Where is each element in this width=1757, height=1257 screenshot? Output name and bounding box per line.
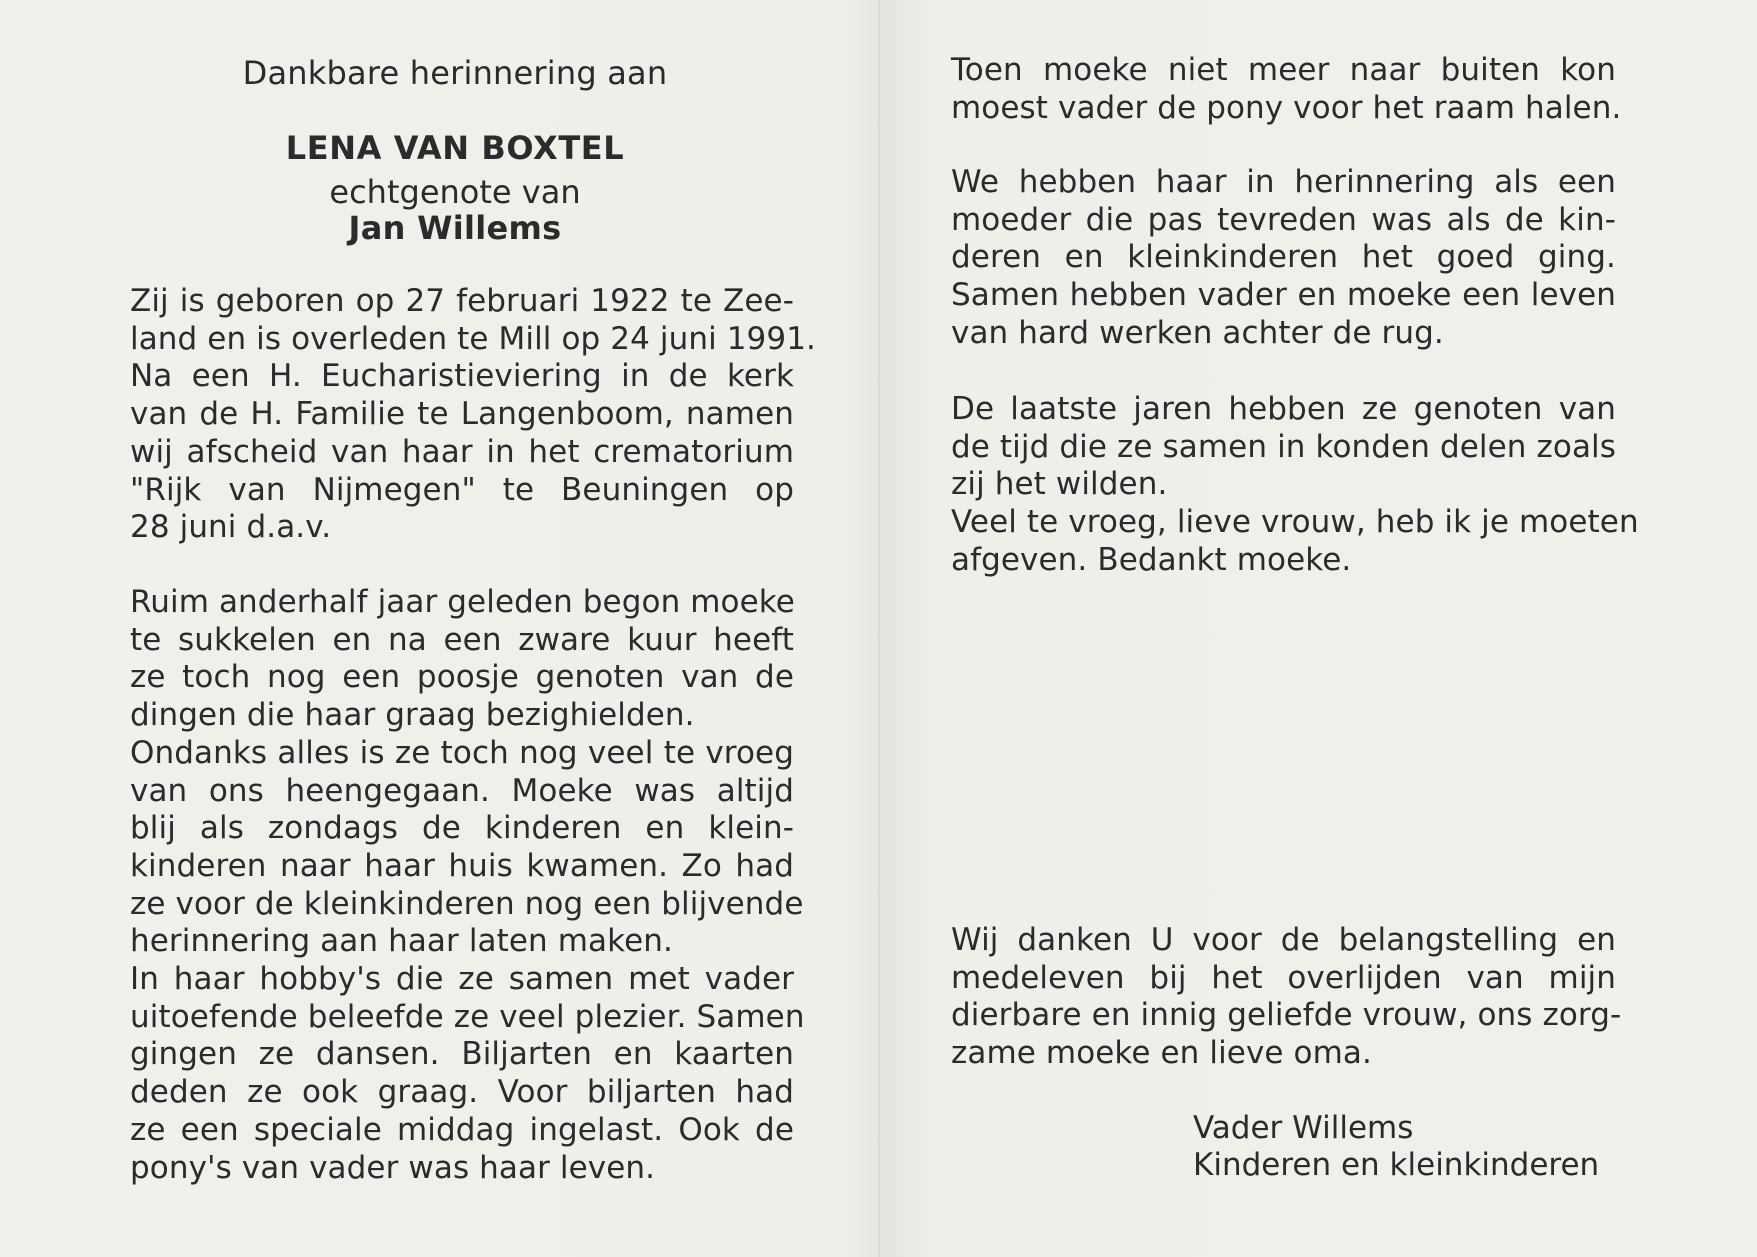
thanks-paragraph — [951, 922, 1622, 1073]
text-line: In haar hobby's die ze samen met vader — [130, 961, 794, 998]
text-line: Veel te vroeg, lieve vrouw, heb ik je moeten — [951, 504, 1639, 541]
intro-line: Dankbare herinnering aan — [242, 54, 668, 92]
text-line: van hard werken achter de rug. — [951, 314, 1444, 351]
text-line: herinnering aan haar laten maken. — [130, 923, 673, 960]
text-line: De laatste jaren hebben ze genoten van — [951, 391, 1616, 427]
text-line: 28 juni d.a.v. — [130, 509, 332, 546]
signature-line: Kinderen en kleinkinderen — [1193, 1147, 1600, 1183]
last-years-paragraph — [951, 391, 1639, 580]
text-line: deden ze ook graag. Voor biljarten had — [130, 1074, 794, 1111]
text-line: deren en kleinkinderen het goed ging. — [951, 239, 1616, 276]
text-line: van ons heengegaan. Moeke was altijd — [130, 772, 794, 809]
signature-line: Vader Willems — [1193, 1110, 1414, 1146]
text-line: dierbare en innig geliefde vrouw, ons zorg- — [951, 997, 1622, 1034]
text-line: wij afscheid van haar in het crematorium — [130, 433, 794, 470]
text-line: dingen die haar graag bezighielden. — [130, 697, 695, 734]
text-line: pony's van vader was haar leven. — [130, 1149, 656, 1186]
remembrance-paragraph — [951, 164, 1616, 353]
text-line: de tijd die ze samen in konden delen zoals — [951, 428, 1616, 465]
text-line: van de H. Familie te Langenboom, namen — [130, 396, 794, 433]
text-line: We hebben haar in herinnering als een — [951, 164, 1616, 200]
text-line: medeleven bij het overlijden van mijn — [951, 959, 1616, 996]
pony-paragraph — [951, 52, 1622, 127]
text-line: kinderen naar haar huis kwamen. Zo had — [130, 847, 794, 884]
text-line: Wij danken U voor de belangstelling en — [951, 922, 1616, 958]
spouse-prefix: echtgenote van — [329, 173, 581, 211]
text-line: Ruim anderhalf jaar geleden begon moeke — [130, 584, 795, 620]
text-line: te sukkelen en na een zware kuur heeft — [130, 621, 794, 658]
text-line: moest vader de pony voor het raam halen. — [951, 89, 1622, 126]
text-line: Toen moeke niet meer naar buiten kon — [951, 52, 1616, 88]
biography-paragraph — [130, 283, 816, 547]
text-line: ze voor de kleinkinderen nog een blijvende — [130, 885, 804, 922]
spouse-name: Jan Willems — [348, 209, 562, 247]
signature-block — [1193, 1110, 1599, 1184]
text-line: zij het wilden. — [951, 466, 1168, 503]
text-line: Zij is geboren op 27 februari 1922 te Zee- — [130, 283, 794, 319]
text-line: blij als zondags de kinderen en klein- — [130, 810, 794, 847]
text-line: gingen ze dansen. Biljarten en kaarten — [130, 1036, 794, 1073]
text-line: ze een speciale middag ingelast. Ook de — [130, 1111, 794, 1148]
text-line: uitoefende beleefde ze veel plezier. Samen — [130, 998, 805, 1035]
life-story-paragraph — [130, 584, 805, 1187]
text-line: afgeven. Bedankt moeke. — [951, 541, 1352, 578]
text-line: Na een H. Eucharistieviering in de kerk — [130, 358, 794, 395]
text-line: "Rijk van Nijmegen" te Beuningen op — [130, 471, 794, 508]
text-line: land en is overleden te Mill op 24 juni 1991. — [130, 320, 816, 357]
text-line: Ondanks alles is ze toch nog veel te vroeg — [130, 734, 794, 771]
deceased-name: LENA VAN BOXTEL — [285, 129, 625, 167]
text-line: Samen hebben vader en moeke een leven — [951, 277, 1616, 314]
text-line: moeder die pas tevreden was als de kin- — [951, 201, 1616, 238]
text-line: zame moeke en lieve oma. — [951, 1035, 1372, 1072]
text-line: ze toch nog een poosje genoten van de — [130, 659, 794, 696]
